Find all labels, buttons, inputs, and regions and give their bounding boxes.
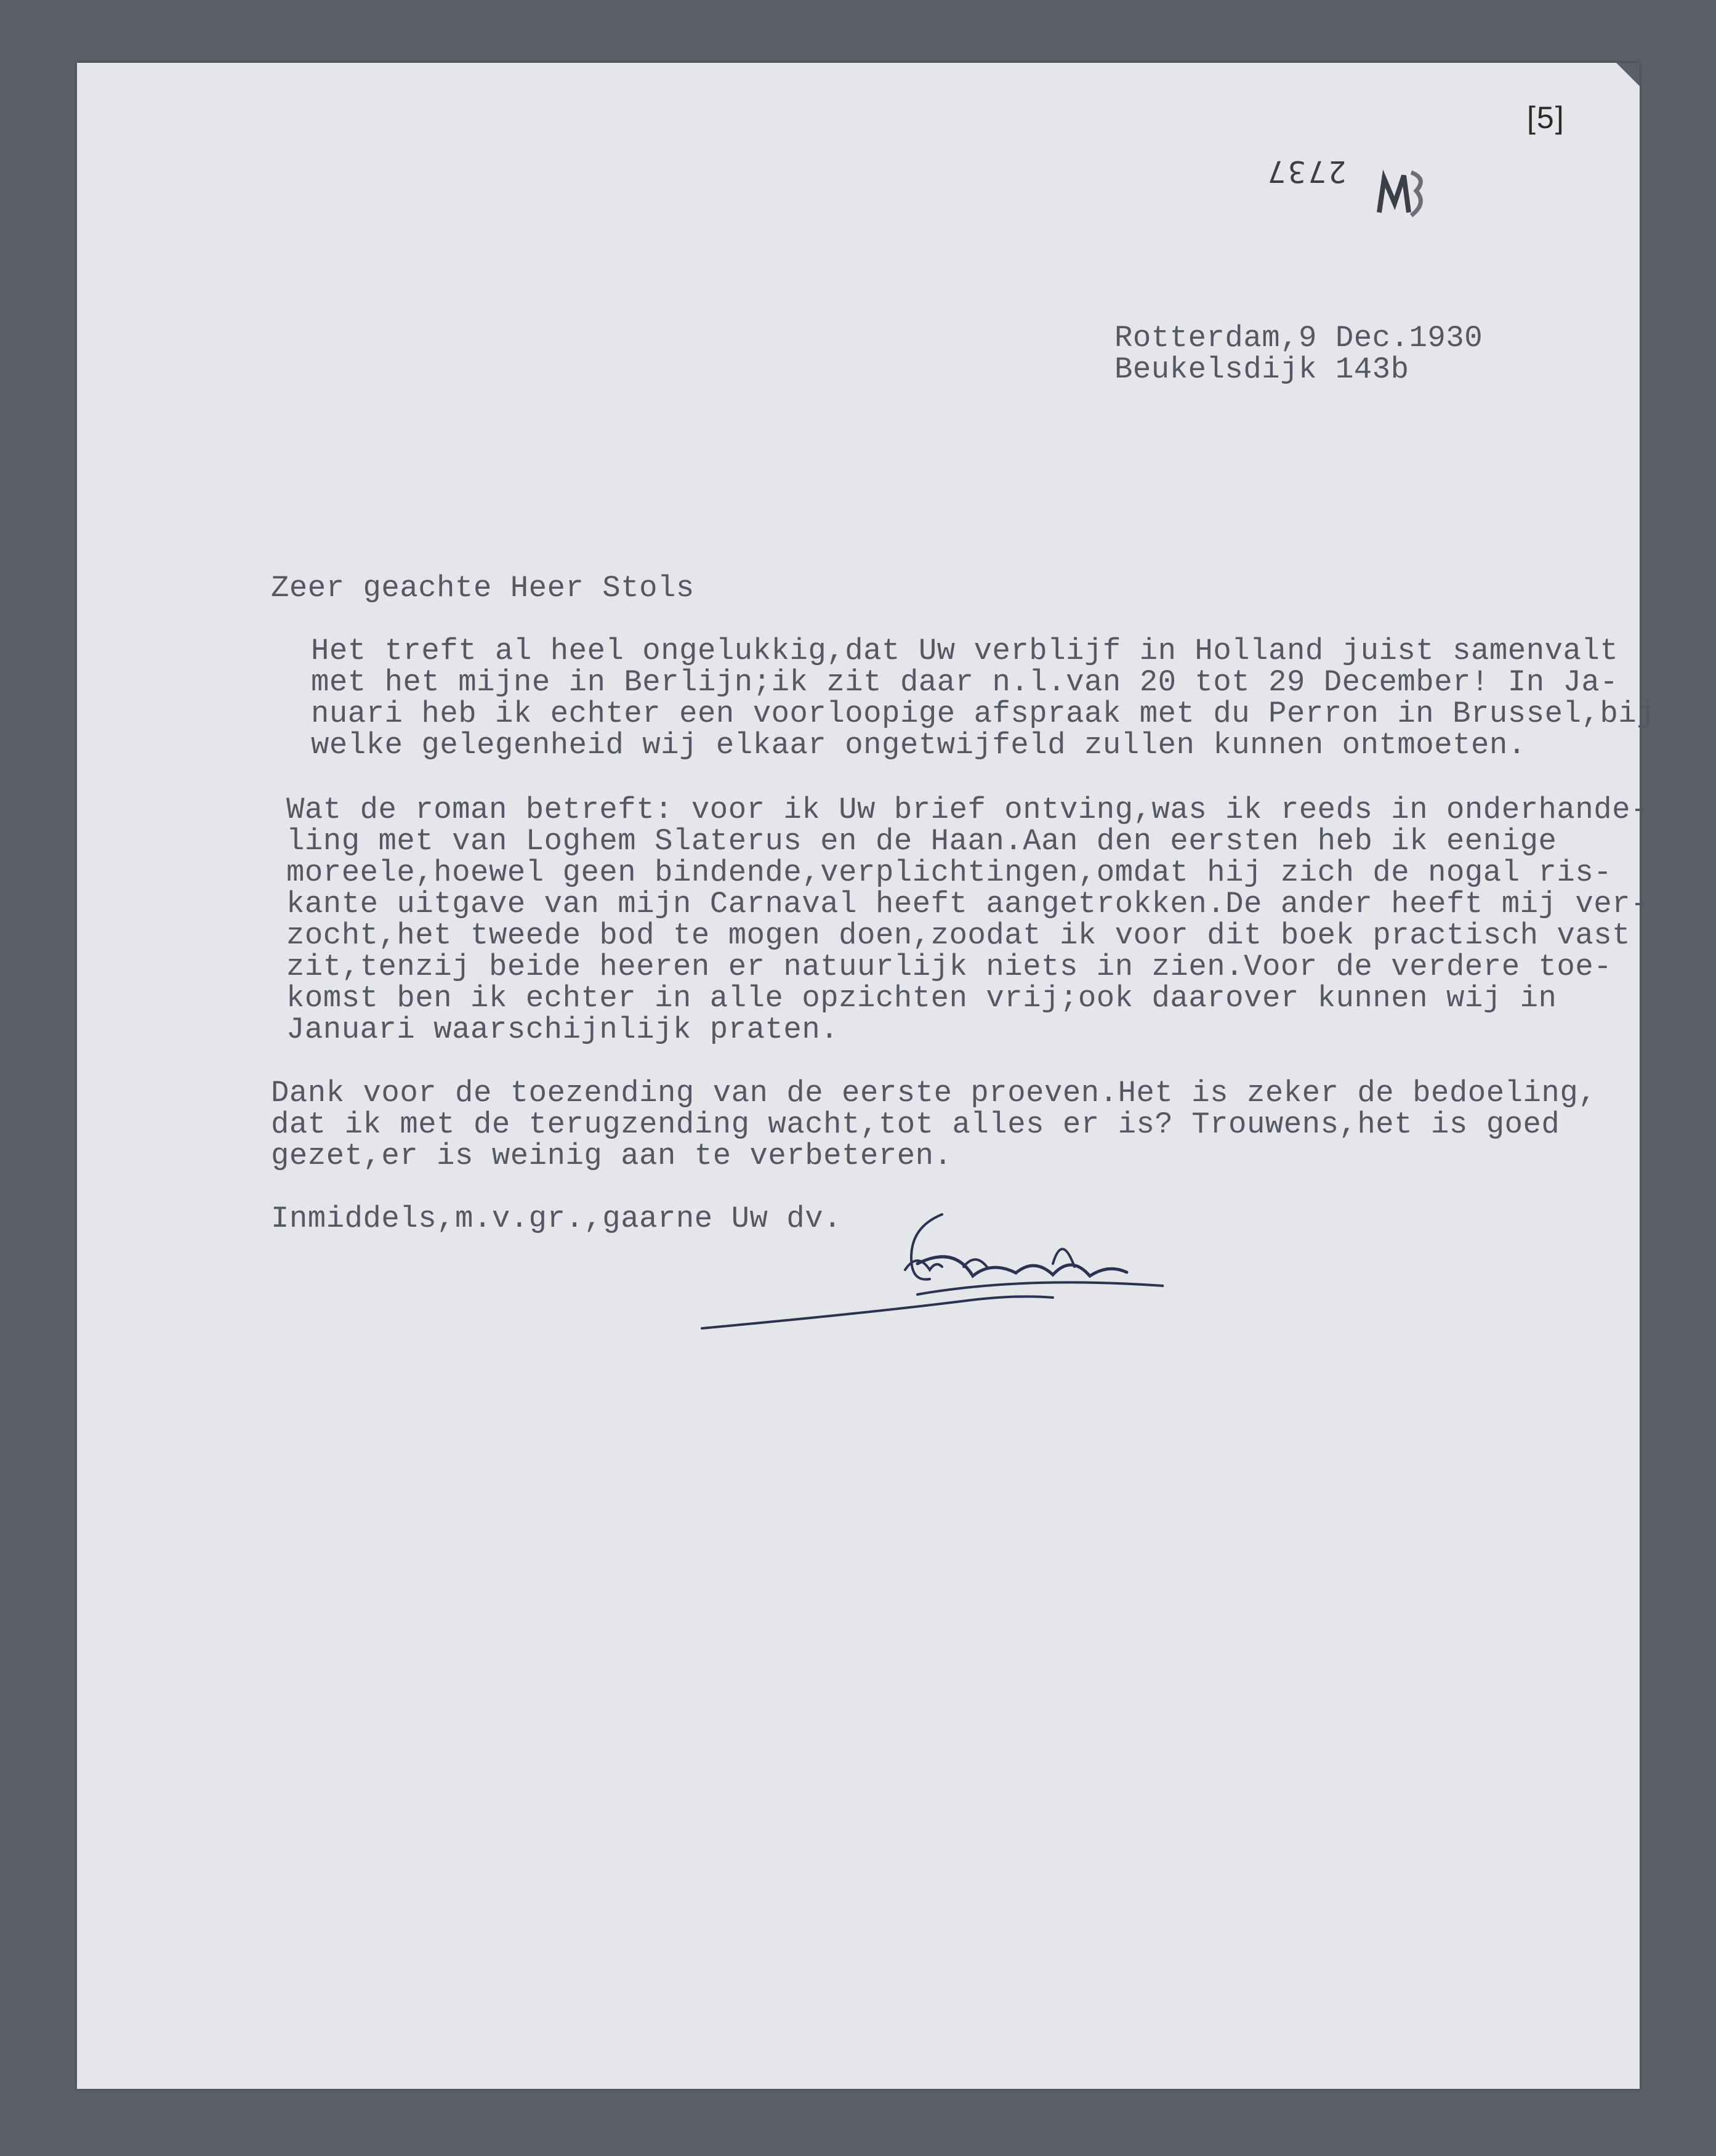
paragraph-line: komst ben ik echter in alle opzichten vrij;ook daarover kunnen wij in xyxy=(286,981,1557,1015)
paragraph-line: Dank voor de toezending van de eerste proeven.Het is zeker de bedoeling, xyxy=(271,1076,1597,1110)
address-line-street: Beukelsdijk 143b xyxy=(1114,352,1409,387)
paragraph-3 xyxy=(271,1078,1597,1172)
folded-corner xyxy=(1616,63,1640,86)
archive-stamp xyxy=(1265,154,1432,228)
paragraph-1 xyxy=(311,636,1655,761)
paragraph-line: zocht,het tweede bod te mogen doen,zoodat ik voor dit boek practisch vast xyxy=(286,918,1631,953)
paragraph-line: Het treft al heel ongelukkig,dat Uw verblijf in Holland juist samenvalt xyxy=(311,634,1619,668)
paragraph-line: moreele,hoewel geen bindende,verplichtingen,omdat hij zich de nogal ris- xyxy=(286,855,1613,890)
sender-address xyxy=(1114,323,1483,386)
paragraph-line: nuari heb ik echter een voorloopige afspraak met du Perron in Brussel,bij xyxy=(311,696,1656,731)
paragraph-line: gezet,er is weinig aan te verbeteren. xyxy=(271,1139,953,1173)
salutation: Zeer geachte Heer Stols xyxy=(271,571,695,605)
paragraph-line: dat ik met de terugzending wacht,tot alles er is? Trouwens,het is goed xyxy=(271,1107,1560,1142)
letter-page xyxy=(77,63,1656,2089)
paragraph-line: ling met van Loghem Slaterus en de Haan.Aan den eersten heb ik eenige xyxy=(286,824,1557,858)
paragraph-2 xyxy=(286,794,1649,1046)
address-line-date: Rotterdam,9 Dec.1930 xyxy=(1114,321,1483,355)
archive-number: [5] xyxy=(1527,100,1565,135)
paragraph-line: kante uitgave van mijn Carnaval heeft aangetrokken.De ander heeft mij ver- xyxy=(286,887,1649,921)
paragraph-line: zit,tenzij beide heeren er natuurlijk niets in zien.Voor de verdere toe- xyxy=(286,950,1613,984)
paragraph-line: Wat de roman betreft: voor ik Uw brief ontving,was ik reeds in onderhande- xyxy=(286,793,1649,827)
paragraph-line: Januari waarschijnlijk praten. xyxy=(286,1012,839,1047)
closing-line: Inmiddels,m.v.gr.,gaarne Uw dv. xyxy=(271,1201,842,1236)
stamp-number: 2737 xyxy=(1265,154,1347,188)
stamp-mark-icon xyxy=(1373,154,1428,228)
paragraph-line: welke gelegenheid wij elkaar ongetwijfeld zullen kunnen ontmoeten. xyxy=(311,728,1526,762)
handwritten-signature xyxy=(622,1208,1164,1350)
paragraph-line: met het mijne in Berlijn;ik zit daar n.l.van 20 tot 29 December! In Ja- xyxy=(311,665,1619,700)
